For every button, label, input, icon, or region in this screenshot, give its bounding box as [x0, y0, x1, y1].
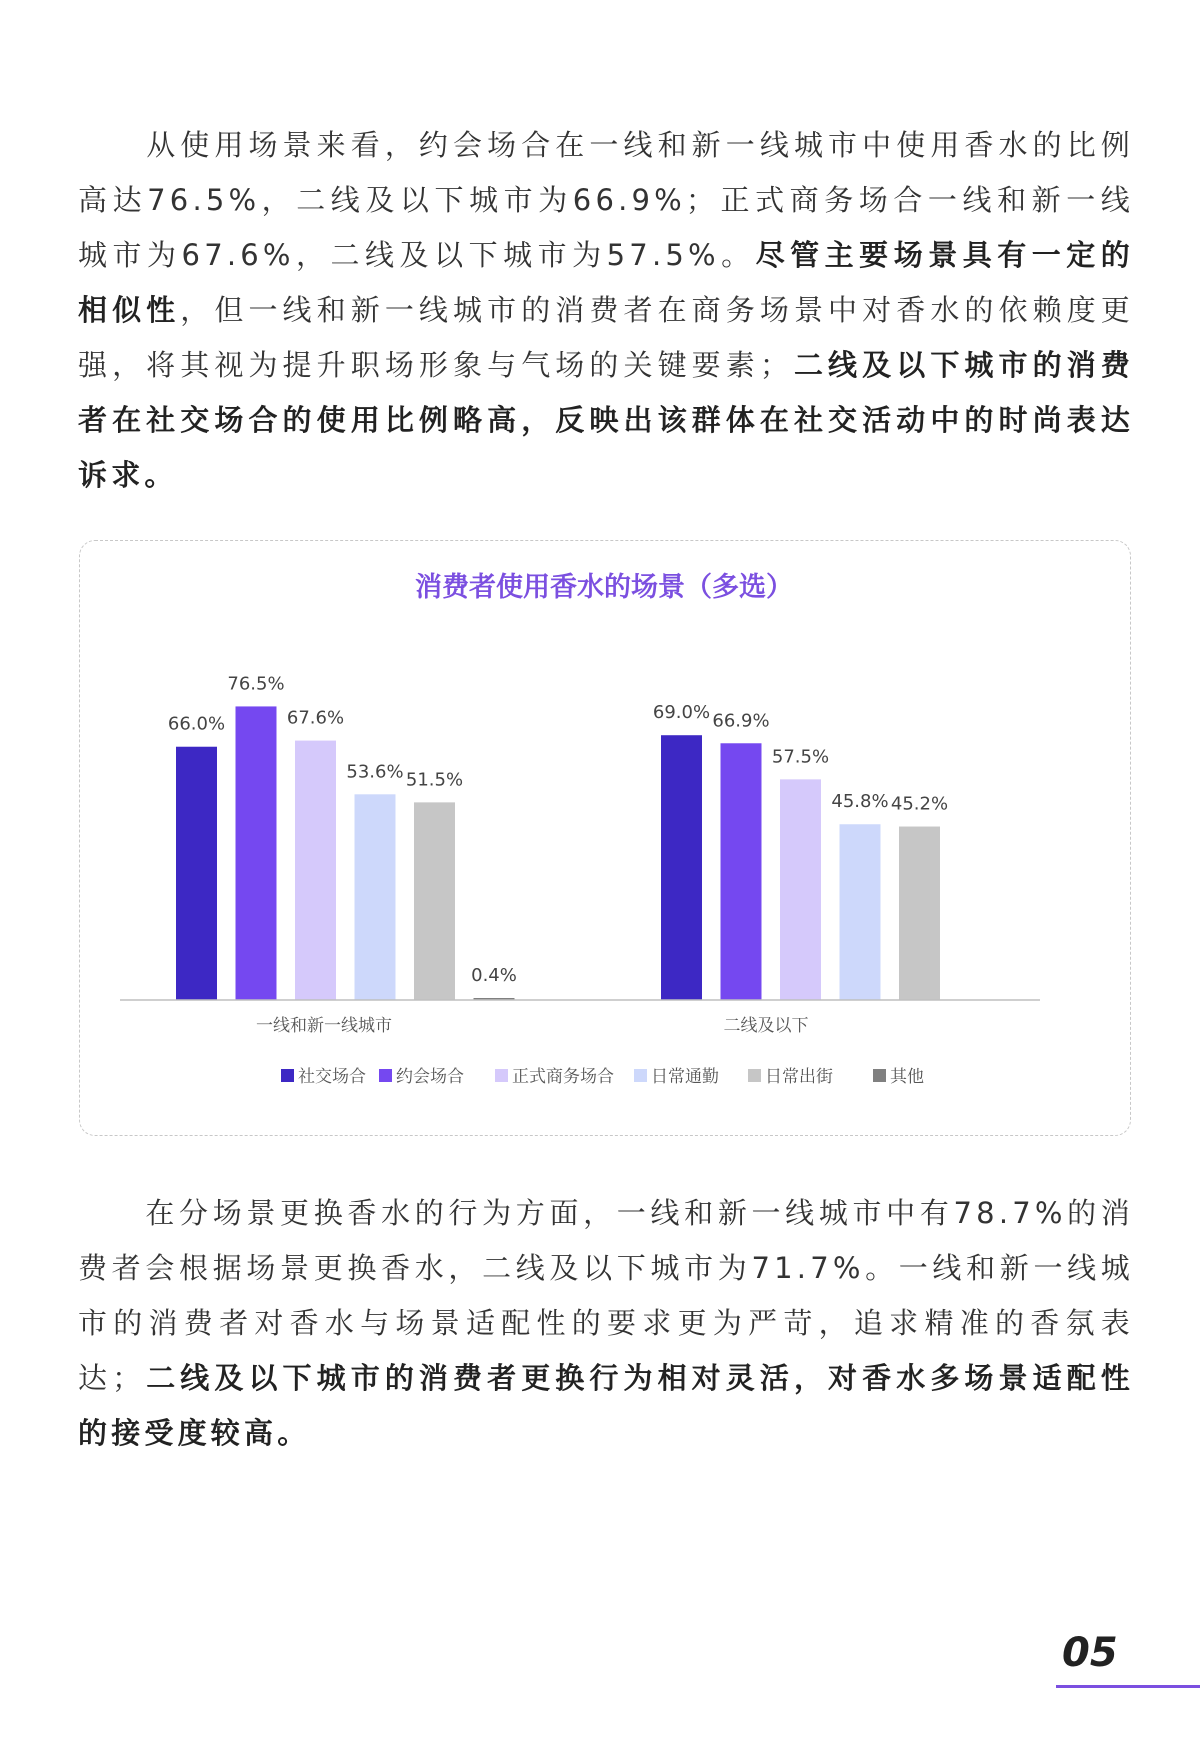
data-label-正式商务场合-二线及以下: 57.5%	[771, 746, 830, 768]
paragraph-usage-scenarios	[78, 118, 1134, 503]
paragraph1-segment-0: 从使用场景来看，约会场合在一线和新一线城市中使用香水的比例高达76.5%，二线及以下城市为66.9%；正式商务场合一线和新一线城市为67.6%，二线及以下城市为57.5%。	[78, 128, 1134, 272]
legend-swatch-社交场合	[281, 1069, 294, 1082]
legend-swatch-日常通勤	[634, 1069, 647, 1082]
category-label-1: 二线及以下	[723, 1016, 809, 1036]
bar-正式商务场合-一线和新一线城市	[295, 741, 336, 1000]
data-label-日常通勤-二线及以下: 45.8%	[831, 791, 889, 813]
data-label-约会场合-一线和新一线城市: 76.5%	[227, 673, 285, 695]
legend-swatch-其他	[873, 1069, 886, 1082]
legend	[281, 1066, 924, 1087]
chart-svg	[80, 541, 1132, 1137]
paragraph1-segment-2: ，但一线和新一线城市的消费者在商务场景中对香水的依赖度更强，将其视为提升职场形象与气场的关键要素；	[78, 293, 1134, 382]
legend-swatch-正式商务场合	[495, 1069, 508, 1082]
page-number-underline	[1056, 1685, 1200, 1688]
data-label-其他-一线和新一线城市: 0.4%	[471, 965, 517, 986]
data-label-正式商务场合-一线和新一线城市: 67.6%	[286, 707, 345, 729]
legend-swatch-约会场合	[379, 1069, 392, 1082]
data-label-日常出街-一线和新一线城市: 51.5%	[405, 769, 464, 791]
page-number: 05	[1062, 1630, 1118, 1676]
bar-日常通勤-一线和新一线城市	[355, 794, 396, 1000]
paragraph1-segment-3: 二线及以下城市的消费者在社交场合的使用比例略高，反映出该群体在社交活动中的时尚表达诉求。	[78, 348, 1134, 492]
legend-label-日常通勤: 日常通勤	[651, 1067, 719, 1087]
legend-label-正式商务场合: 正式商务场合	[512, 1067, 614, 1087]
legend-label-约会场合: 约会场合	[396, 1067, 464, 1087]
data-label-约会场合-二线及以下: 66.9%	[712, 710, 770, 732]
data-label-日常通勤-一线和新一线城市: 53.6%	[346, 761, 404, 783]
bar-约会场合-一线和新一线城市	[236, 706, 277, 1000]
bar-日常出街-一线和新一线城市	[414, 802, 455, 1000]
chart-container	[79, 540, 1131, 1136]
bar-约会场合-二线及以下	[721, 743, 762, 1000]
bar-社交场合-一线和新一线城市	[176, 747, 217, 1000]
legend-swatch-日常出街	[748, 1069, 761, 1082]
bar-正式商务场合-二线及以下	[780, 779, 821, 1000]
category-labels	[256, 1016, 809, 1036]
paragraph2-segment-1: 二线及以下城市的消费者更换行为相对灵活，对香水多场景适配性的接受度较高。	[78, 1361, 1134, 1450]
data-label-社交场合-一线和新一线城市: 66.0%	[167, 713, 226, 735]
bar-社交场合-二线及以下	[661, 735, 702, 1000]
paragraph1-segment-1: 尽管主要场景具有一定的相似性	[78, 238, 1135, 327]
legend-label-日常出街: 日常出街	[765, 1067, 833, 1087]
bar-日常通勤-二线及以下	[840, 824, 881, 1000]
data-label-社交场合-二线及以下: 69.0%	[652, 702, 711, 724]
paragraph-scene-switching	[78, 1186, 1134, 1461]
bars-layer	[168, 673, 948, 1000]
legend-label-其他: 其他	[890, 1067, 924, 1087]
paragraph2-segment-0: 在分场景更换香水的行为方面，一线和新一线城市中有78.7%的消费者会根据场景更换香水，二线及以下城市为71.7%。一线和新一线城市的消费者对香水与场景适配性的要求更为严苛，追求精准的香氛表达；	[78, 1196, 1135, 1395]
legend-label-社交场合: 社交场合	[298, 1067, 366, 1087]
category-label-0: 一线和新一线城市	[256, 1016, 392, 1036]
bar-日常出街-二线及以下	[899, 827, 940, 1000]
data-label-日常出街-二线及以下: 45.2%	[890, 793, 949, 815]
chart-title: 消费者使用香水的场景（多选）	[415, 572, 793, 603]
